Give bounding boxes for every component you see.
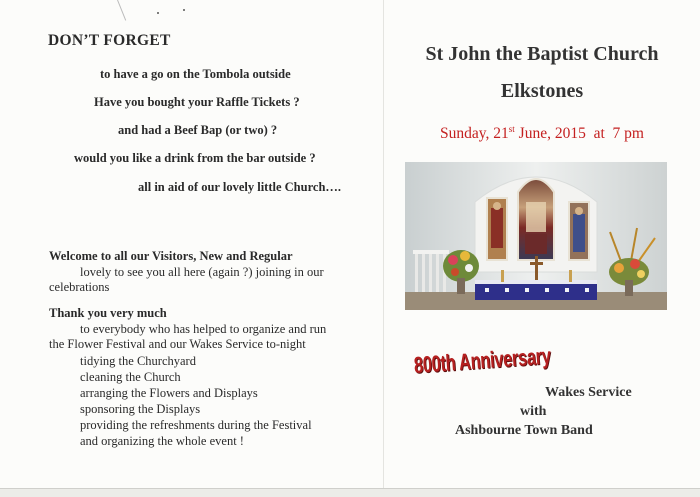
thanks-line: to everybody who has helped to organize and run — [80, 322, 327, 336]
forget-line-beef-bap: and had a Beef Bap (or two) ? — [118, 123, 278, 137]
forget-line-church: all in aid of our lovely little Church…. — [138, 180, 342, 194]
thanks-list-item: tidying the Churchyard — [80, 354, 196, 368]
service-with: with — [520, 404, 547, 419]
thanks-line: the Flower Festival and our Wakes Service to-night — [49, 337, 306, 351]
band-name: Ashbourne Town Band — [455, 423, 593, 438]
thanks-list-item: arranging the Flowers and Displays — [80, 386, 258, 400]
anniversary-wordart: 800th Anniversary — [413, 342, 552, 378]
service-title: Wakes Service — [545, 385, 632, 400]
thanks-heading: Thank you very much — [49, 306, 167, 320]
thanks-list-item: providing the refreshments during the Festival — [80, 418, 312, 432]
welcome-heading: Welcome to all our Visitors, New and Regular — [49, 249, 293, 263]
forget-line-raffle: Have you bought your Raffle Tickets ? — [94, 95, 300, 109]
service-date: Sunday, 21st June, 2015 at 7 pm — [440, 124, 644, 142]
church-interior-photo — [405, 162, 667, 310]
village-name: Elkstones — [500, 80, 584, 102]
thanks-list-item: sponsoring the Displays — [80, 402, 201, 416]
thanks-list-item: and organizing the whole event ! — [80, 434, 244, 448]
thanks-list-item: cleaning the Church — [80, 370, 181, 384]
forget-line-drink: would you like a drink from the bar outside ? — [74, 151, 316, 165]
church-name: St John the Baptist Church — [425, 43, 659, 65]
paper-edge — [0, 488, 700, 497]
forget-line-tombola: to have a go on the Tombola outside — [100, 67, 291, 81]
welcome-line: celebrations — [49, 280, 110, 294]
welcome-line: lovely to see you all here (again ?) joining in our — [80, 265, 324, 279]
dont-forget-heading: DON’T FORGET — [48, 32, 171, 49]
